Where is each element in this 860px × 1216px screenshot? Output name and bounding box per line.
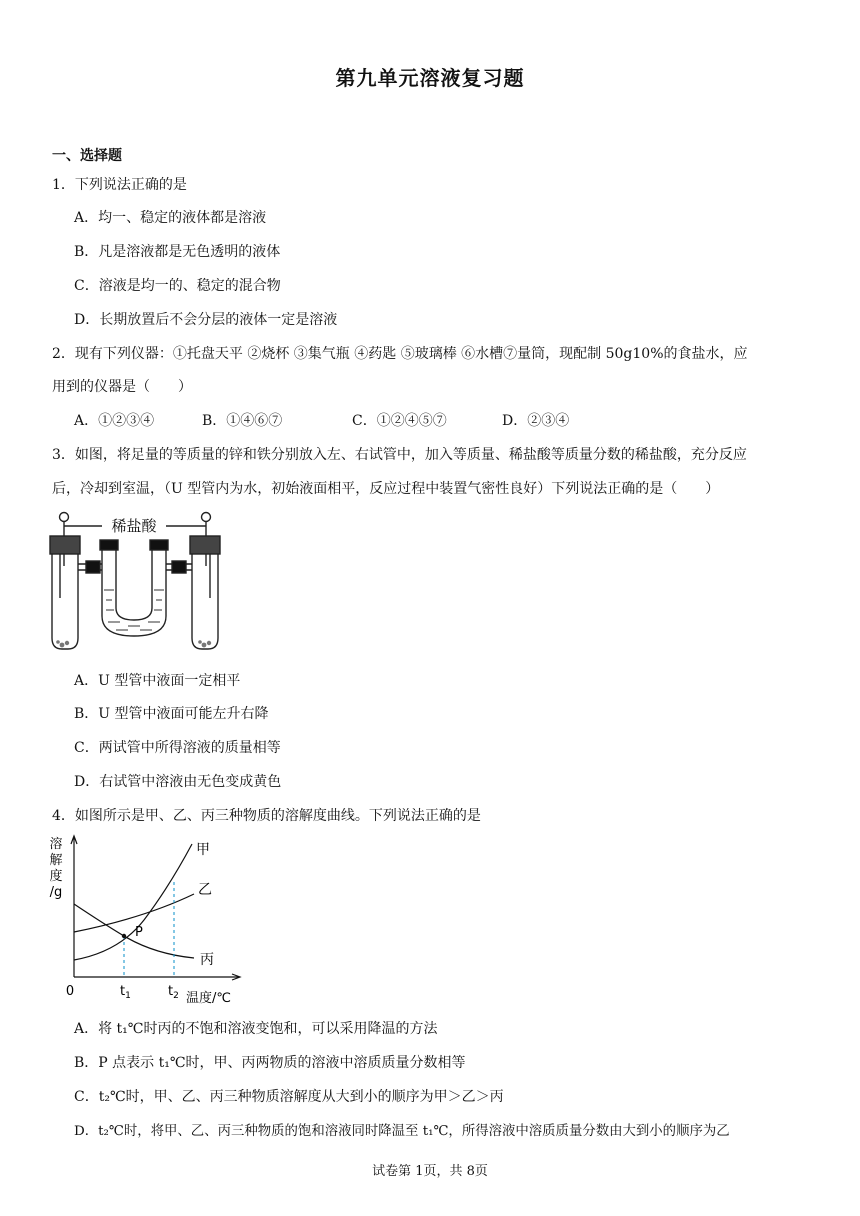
y-label-line1: 溶 bbox=[49, 837, 63, 852]
y-label-line3: 度 bbox=[49, 869, 63, 884]
point-p-label: P bbox=[135, 925, 143, 940]
solubility-curve-figure bbox=[44, 832, 244, 1008]
q3-option-d: D．右试管中溶液由无色变成黄色 bbox=[74, 774, 282, 790]
y-label-line4: /g bbox=[49, 885, 63, 900]
tick-t2: $t_2$ bbox=[168, 984, 179, 1001]
series-label-yi: 乙 bbox=[198, 882, 212, 898]
tick-t1: $t_1$ bbox=[120, 984, 131, 1001]
q3-option-c: C．两试管中所得溶液的质量相等 bbox=[74, 740, 281, 756]
question-3-stem-line1: 3．如图，将足量的等质量的锌和铁分别放入左、右试管中，加入等质量、稀盐酸等质量分数的稀盐酸，充分反应 bbox=[52, 447, 747, 463]
q1-option-b: B．凡是溶液都是无色透明的液体 bbox=[74, 244, 281, 260]
q1-option-a: A．均一、稳定的液体都是溶液 bbox=[74, 210, 267, 226]
q1-option-c: C．溶液是均一的、稳定的混合物 bbox=[74, 278, 281, 294]
q2-option-b: B．①④⑥⑦ bbox=[202, 413, 283, 429]
question-2-stem-line2: 用到的仪器是（ ） bbox=[52, 379, 192, 395]
question-1-stem: 1．下列说法正确的是 bbox=[52, 177, 187, 193]
section-heading: 一、选择题 bbox=[52, 148, 122, 164]
question-2-stem-line1: 2．现有下列仪器：①托盘天平 ②烧杯 ③集气瓶 ④药匙 ⑤玻璃棒 ⑥水槽⑦量筒，现配制 50g10%的食盐水，应 bbox=[52, 346, 748, 362]
q4-option-c: C．t₂℃时，甲、乙、丙三种物质溶解度从大到小的顺序为甲＞乙＞丙 bbox=[74, 1089, 504, 1105]
page-title: 第九单元溶液复习题 bbox=[335, 66, 525, 90]
y-label-line2: 解 bbox=[49, 853, 63, 868]
q4-option-b: B．P 点表示 t₁℃时，甲、丙两物质的溶液中溶质质量分数相等 bbox=[74, 1055, 466, 1071]
q4-option-a: A．将 t₁℃时丙的不饱和溶液变饱和，可以采用降温的方法 bbox=[74, 1021, 438, 1037]
question-3-stem-line2: 后，冷却到室温，（U 型管内为水，初始液面相平，反应过程中装置气密性良好）下列说法正确的是（ ） bbox=[52, 481, 720, 497]
series-label-jia: 甲 bbox=[196, 842, 210, 858]
q1-option-d: D．长期放置后不会分层的液体一定是溶液 bbox=[74, 312, 338, 328]
q2-option-d: D．②③④ bbox=[502, 413, 570, 429]
page-footer: 试卷第 1页，共 8页 bbox=[372, 1164, 488, 1179]
origin-label: 0 bbox=[65, 984, 75, 999]
q2-option-c: C．①②④⑤⑦ bbox=[352, 413, 447, 429]
u-tube-apparatus-figure bbox=[44, 506, 230, 656]
question-4-stem: 4．如图所示是甲、乙、丙三种物质的溶解度曲线。下列说法正确的是 bbox=[52, 808, 481, 824]
q3-option-b: B．U 型管中液面可能左升右降 bbox=[74, 706, 269, 722]
q4-option-d: D．t₂℃时，将甲、乙、丙三种物质的饱和溶液同时降温至 t₁℃，所得溶液中溶质质量分数由大到小的顺序为乙 bbox=[74, 1124, 730, 1139]
q3-option-a: A．U 型管中液面一定相平 bbox=[74, 673, 241, 689]
figure-label-dilute-hcl: 稀盐酸 bbox=[111, 517, 157, 535]
q2-option-a: A．①②③④ bbox=[74, 413, 155, 429]
x-axis-label: 温度/℃ bbox=[186, 991, 231, 1006]
series-label-bing: 丙 bbox=[200, 952, 214, 968]
series-yi-curve bbox=[74, 894, 194, 932]
point-p-marker bbox=[122, 934, 126, 938]
